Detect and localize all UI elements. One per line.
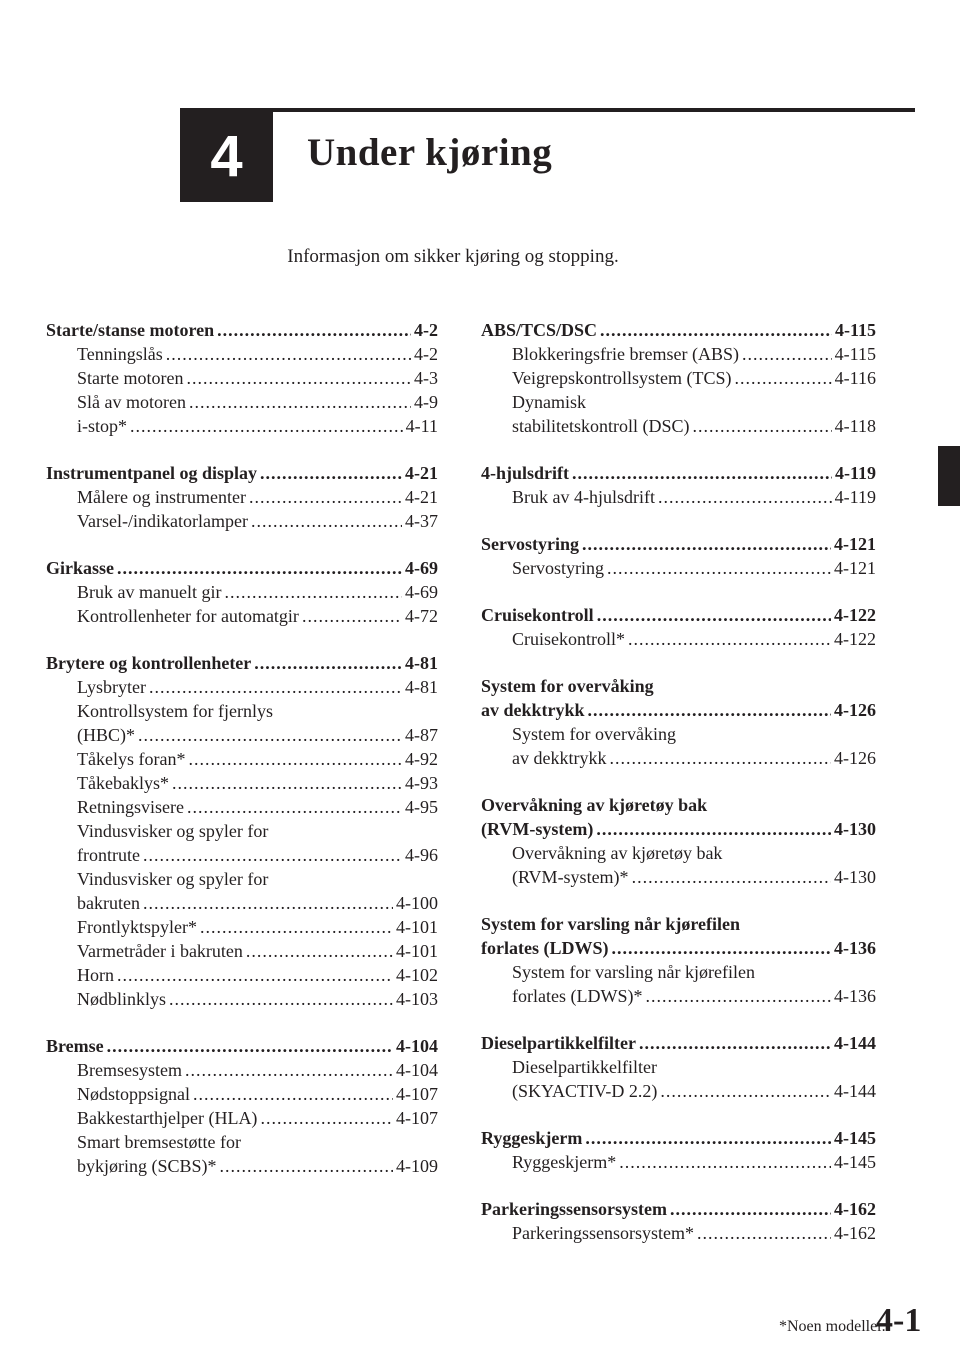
toc-page-number: 4-162 [834,1199,876,1219]
toc-heading[interactable] [481,318,876,342]
toc-page-number: 4-121 [834,534,876,554]
chapter-title: Under kjøring [307,131,553,174]
toc-entry[interactable] [481,366,876,390]
toc-page-number: 4-107 [396,1084,438,1104]
toc-page-number: 4-101 [396,917,438,937]
toc-entry-title: System for varsling når kjørefilen [512,962,755,982]
dot-leader [693,414,832,438]
toc-entry[interactable] [46,1154,438,1178]
toc-section [481,674,876,770]
toc-entry-title: ABS/TCS/DSC [481,320,598,340]
dot-leader [143,843,402,867]
dot-leader [186,366,411,390]
toc-entry-title: bykjøring (SCBS)* [77,1156,217,1176]
toc-page-number: 4-130 [834,819,876,839]
toc-section [481,461,876,509]
toc-page-number: 4-2 [414,320,438,340]
dot-leader [193,1082,393,1106]
toc-entry-title: (RVM-system)* [512,867,629,887]
toc-entry-title: av dekktrykk [512,748,607,768]
dot-leader [143,891,393,915]
dot-leader [585,1126,831,1150]
toc-page-number: 4-95 [405,797,438,817]
toc-page-number: 4-115 [834,320,876,340]
toc-entry-title: System for varsling når kjørefilen [481,914,740,934]
toc-page-number: 4-3 [414,368,438,388]
toc-entry[interactable] [481,414,876,438]
dot-leader [632,865,831,889]
dot-leader [260,461,402,485]
dot-leader [670,1197,831,1221]
toc-page-number: 4-87 [405,725,438,745]
toc-entry-title: Ryggeskjerm* [512,1152,617,1172]
toc-entry[interactable] [46,987,438,1011]
dot-leader [582,532,831,556]
chapter-subtitle: Informasjon om sikker kjøring og stopping. [287,246,619,267]
chapter-side-tab [938,446,960,506]
toc-entry[interactable] [46,915,438,939]
dot-leader [138,723,402,747]
toc-entry-title: Tåkebaklys* [77,773,169,793]
toc-entry-title: Lysbryter [77,677,146,697]
toc-heading[interactable] [481,817,876,841]
dot-leader [188,747,402,771]
toc-entry-title: Overvåkning av kjøretøy bak [481,795,708,815]
toc-entry-title: Retningsvisere [77,797,184,817]
toc-entry[interactable] [481,865,876,889]
dot-leader [628,627,831,651]
dot-leader [251,509,402,533]
dot-leader [639,1031,831,1055]
toc-section [481,1126,876,1174]
dot-leader [572,461,832,485]
chapter-number: 4 [210,124,243,189]
dot-leader [596,817,831,841]
toc-entry-title: stabilitetskontroll (DSC) [512,416,690,436]
toc-heading[interactable] [481,603,876,627]
toc-page-number: 4-100 [396,893,438,913]
dot-leader [224,580,402,604]
toc-entry[interactable] [46,723,438,747]
toc-column-left [46,318,438,1201]
toc-entry-title: Blokkeringsfrie bremser (ABS) [512,344,739,364]
toc-entry-title: 4-hjulsdrift [481,463,570,483]
toc-entry-title: (HBC)* [77,725,135,745]
toc-page-number: 4-21 [405,463,438,483]
chapter-header-rule [180,108,915,112]
toc-entry-title: forlates (LDWS) [481,938,609,958]
toc-entry-title: Frontlyktspyler* [77,917,197,937]
toc-entry[interactable] [46,891,438,915]
dot-leader [660,1079,831,1103]
toc-heading[interactable] [481,936,876,960]
toc-heading[interactable] [481,674,876,698]
dot-leader [697,1221,831,1245]
toc-entry-title: Målere og instrumenter [77,487,246,507]
toc-section [481,1197,876,1245]
toc-page-number: 4-116 [834,368,876,388]
toc-section [46,651,438,1011]
toc-page-number: 4-115 [834,344,876,364]
toc-entry[interactable] [46,747,438,771]
dot-leader [166,342,411,366]
dot-leader [611,936,831,960]
toc-section [46,1034,438,1178]
toc-entry-title: Tåkelys foran* [77,749,186,769]
toc-entry[interactable] [46,867,438,891]
toc-page-number: 4-2 [414,344,438,364]
toc-entry-title: Cruisekontroll [481,605,594,625]
toc-entry-title: (SKYACTIV-D 2.2) [512,1081,658,1101]
toc-entry-title: Bruk av manuelt gir [77,582,222,602]
toc-page-number: 4-9 [414,392,438,412]
toc-entry[interactable] [481,1055,876,1079]
toc-entry-title: i-stop* [77,416,128,436]
dot-leader [597,603,831,627]
toc-entry[interactable] [481,342,876,366]
toc-entry-title: Vindusvisker og spyler for [77,869,269,889]
toc-page-number: 4-101 [396,941,438,961]
toc-heading[interactable] [481,698,876,722]
toc-entry-title: forlates (LDWS)* [512,986,643,1006]
toc-heading[interactable] [481,532,876,556]
dot-leader [600,318,832,342]
toc-page-number: 4-145 [834,1152,876,1172]
toc-entry[interactable] [46,963,438,987]
toc-section [481,318,876,438]
toc-entry-title: Nødstoppsignal [77,1084,191,1104]
toc-page-number: 4-144 [834,1081,876,1101]
toc-entry-title: Smart bremsestøtte for [77,1132,241,1152]
toc-entry-title: Bruk av 4-hjulsdrift [512,487,655,507]
dot-leader [645,984,831,1008]
toc-section [481,1031,876,1103]
toc-entry-title: Dieselpartikkelfilter [481,1033,636,1053]
toc-page-number: 4-21 [405,487,438,507]
toc-entry[interactable] [46,1106,438,1130]
toc-entry-title: Dieselpartikkelfilter [512,1057,657,1077]
dot-leader [302,604,402,628]
toc-entry[interactable] [481,960,876,984]
toc-heading[interactable] [481,461,876,485]
toc-entry[interactable] [46,485,438,509]
toc-page-number: 4-107 [396,1108,438,1128]
dot-leader [169,987,393,1011]
toc-entry[interactable] [481,984,876,1008]
toc-page-number: 4-72 [405,606,438,626]
toc-page-number: 4-162 [834,1223,876,1243]
dot-leader [130,414,403,438]
dot-leader [172,771,402,795]
toc-entry[interactable] [481,627,876,651]
toc-heading[interactable] [46,556,438,580]
toc-heading[interactable] [46,651,438,675]
toc-entry[interactable] [46,604,438,628]
toc-entry-title: System for overvåking [481,676,654,696]
toc-entry[interactable] [481,390,876,414]
toc-entry[interactable] [46,843,438,867]
toc-section [481,532,876,580]
toc-entry-title: Varsel-/indikatorlamper [77,511,248,531]
dot-leader [189,390,411,414]
dot-leader [246,939,393,963]
dot-leader [117,963,393,987]
toc-entry-title: Kontrollsystem for fjernlys [77,701,273,721]
toc-entry-title: Overvåkning av kjøretøy bak [512,843,723,863]
dot-leader [200,915,393,939]
toc-entry-title: Parkeringssensorsystem* [512,1223,694,1243]
toc-entry-title: Bremse [46,1036,104,1056]
toc-entry-title: Starte/stanse motoren [46,320,215,340]
toc-heading[interactable] [46,318,438,342]
toc-entry-title: Horn [77,965,114,985]
toc-section [481,793,876,889]
toc-heading[interactable] [46,461,438,485]
toc-entry-title: Cruisekontroll* [512,629,625,649]
dot-leader [117,556,402,580]
toc-entry[interactable] [46,1058,438,1082]
toc-entry-title: Brytere og kontrollenheter [46,653,252,673]
dot-leader [658,485,832,509]
dot-leader [249,485,402,509]
toc-entry[interactable] [46,699,438,723]
toc-entry[interactable] [481,485,876,509]
toc-page-number: 4-96 [405,845,438,865]
toc-entry-title: frontrute [77,845,140,865]
toc-page-number: 4-119 [834,487,876,507]
dot-leader [187,795,402,819]
toc-page-number: 4-130 [834,867,876,887]
dot-leader [588,698,831,722]
toc-page-number: 4-145 [834,1128,876,1148]
toc-section [46,318,438,438]
footnote: *Noen modeller. [779,1318,886,1335]
toc-heading[interactable] [481,912,876,936]
toc-page-number: 4-119 [834,463,876,483]
dot-leader [254,651,402,675]
toc-column-right [481,318,876,1268]
toc-entry-title: Nødblinklys [77,989,167,1009]
toc-entry-title: Instrumentpanel og display [46,463,258,483]
chapter-number-box [180,112,273,202]
dot-leader [734,366,831,390]
toc-page-number: 4-136 [834,986,876,1006]
toc-entry[interactable] [481,746,876,770]
toc-page-number: 4-103 [396,989,438,1009]
dot-leader [609,746,831,770]
toc-entry[interactable] [46,771,438,795]
toc-section [46,461,438,533]
toc-entry[interactable] [481,1079,876,1103]
toc-page-number: 4-37 [405,511,438,531]
toc-entry-title: (RVM-system) [481,819,594,839]
toc-page-number: 4-93 [405,773,438,793]
dot-leader [149,675,402,699]
toc-entry[interactable] [46,795,438,819]
toc-entry[interactable] [46,342,438,366]
toc-entry[interactable] [481,722,876,746]
toc-page-number: 4-126 [834,700,876,720]
toc-entry[interactable] [46,414,438,438]
toc-entry-title: Dynamisk [512,392,586,412]
toc-page-number: 4-102 [396,965,438,985]
toc-entry-title: Parkeringssensorsystem [481,1199,667,1219]
dot-leader [607,556,831,580]
dot-leader [107,1034,393,1058]
toc-entry[interactable] [46,819,438,843]
toc-page-number: 4-121 [834,558,876,578]
toc-entry[interactable] [46,509,438,533]
toc-page-number: 4-81 [405,653,438,673]
toc-heading[interactable] [481,1197,876,1221]
toc-entry[interactable] [481,841,876,865]
toc-entry[interactable] [46,1082,438,1106]
toc-page-number: 4-109 [396,1156,438,1176]
toc-page-number: 4-92 [405,749,438,769]
toc-entry[interactable] [46,1130,438,1154]
toc-section [481,603,876,651]
toc-entry-title: Bakkestarthjelper (HLA) [77,1108,258,1128]
toc-entry-title: Servostyring [481,534,579,554]
toc-heading[interactable] [481,1126,876,1150]
toc-page-number: 4-122 [834,605,876,625]
page-number: 4-1 [876,1302,922,1339]
toc-page-number: 4-126 [834,748,876,768]
toc-entry-title: Bremsesystem [77,1060,182,1080]
toc-entry-title: Kontrollenheter for automatgir [77,606,299,626]
toc-entry-title: System for overvåking [512,724,676,744]
toc-heading[interactable] [481,1031,876,1055]
toc-entry-title: Veigrepskontrollsystem (TCS) [512,368,732,388]
toc-entry[interactable] [46,366,438,390]
dot-leader [185,1058,393,1082]
toc-entry-title: Girkasse [46,558,115,578]
toc-section [481,912,876,1008]
toc-heading[interactable] [481,793,876,817]
toc-entry[interactable] [46,939,438,963]
toc-entry-title: Starte motoren [77,368,184,388]
toc-page-number: 4-81 [405,677,438,697]
toc-entry-title: Vindusvisker og spyler for [77,821,269,841]
toc-page-number: 4-118 [834,416,876,436]
toc-page-number: 4-104 [396,1060,438,1080]
toc-entry-title: Varmetråder i bakruten [77,941,243,961]
toc-entry[interactable] [481,1221,876,1245]
dot-leader [220,1154,393,1178]
toc-page-number: 4-144 [834,1033,876,1053]
toc-entry-title: Slå av motoren [77,392,186,412]
toc-entry-title: Tenningslås [77,344,163,364]
toc-entry-title: Servostyring [512,558,604,578]
toc-entry[interactable] [481,1150,876,1174]
toc-page-number: 4-69 [405,582,438,602]
toc-entry[interactable] [46,580,438,604]
dot-leader [742,342,832,366]
toc-entry-title: bakruten [77,893,140,913]
toc-entry[interactable] [46,390,438,414]
dot-leader [260,1106,393,1130]
toc-heading[interactable] [46,1034,438,1058]
toc-page-number: 4-104 [396,1036,438,1056]
toc-page-number: 4-69 [405,558,438,578]
toc-entry-title: Ryggeskjerm [481,1128,583,1148]
toc-page-number: 4-122 [834,629,876,649]
toc-entry[interactable] [481,556,876,580]
dot-leader [217,318,411,342]
toc-page-number: 4-11 [405,416,438,436]
toc-entry-title: av dekktrykk [481,700,585,720]
toc-page-number: 4-136 [834,938,876,958]
dot-leader [619,1150,831,1174]
toc-entry[interactable] [46,675,438,699]
toc-section [46,556,438,628]
